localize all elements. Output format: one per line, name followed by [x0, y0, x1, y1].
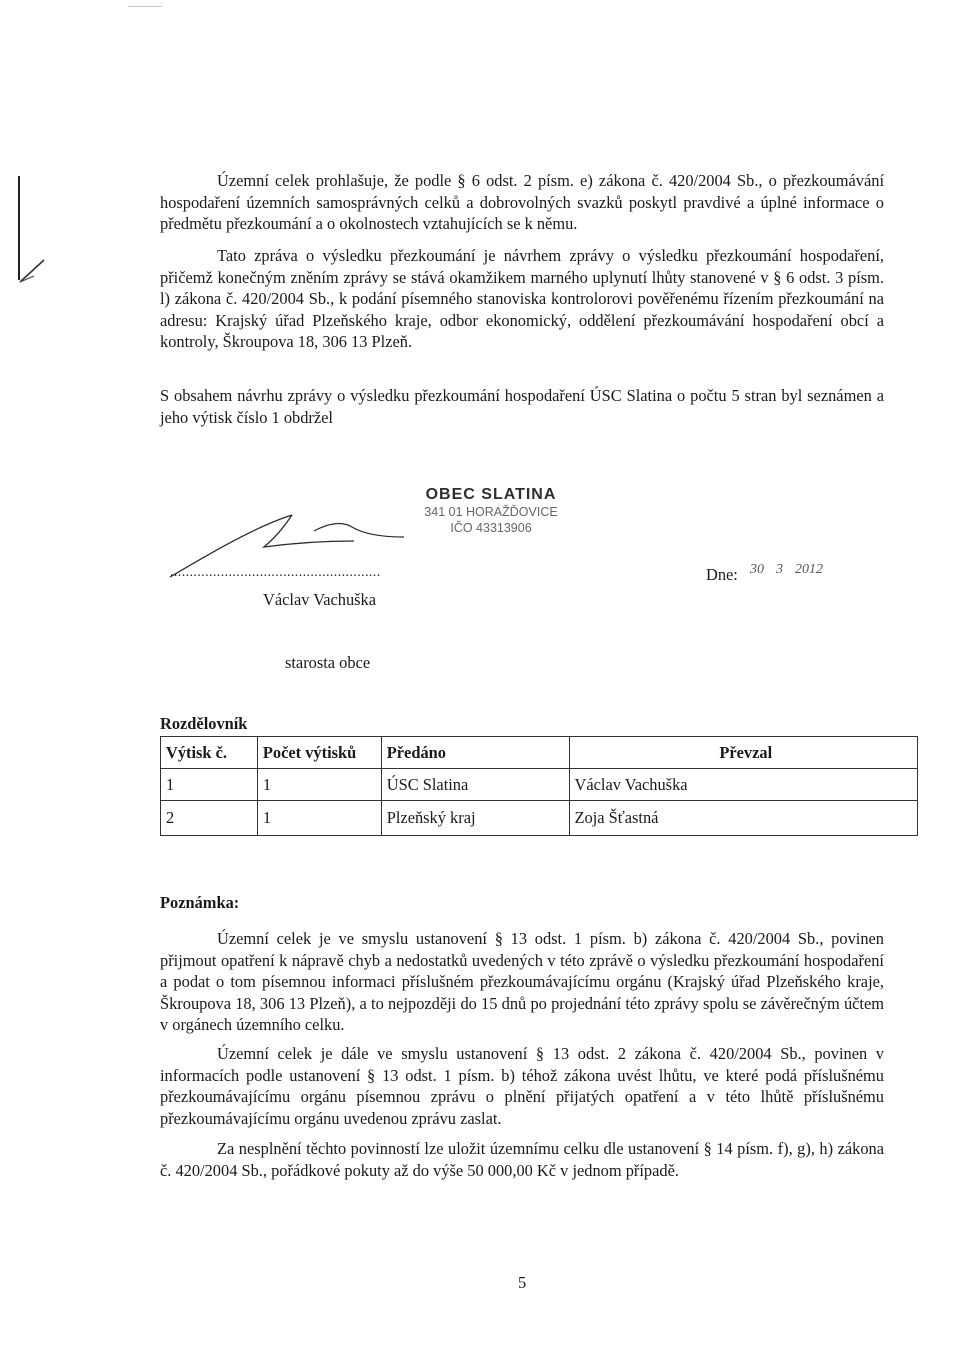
table-header-row — [161, 737, 918, 769]
stamp-ico: IČO 43313906 — [450, 521, 532, 535]
distribution-heading: Rozdělovník — [160, 714, 248, 733]
table-cell: Plzeňský kraj — [381, 801, 569, 836]
table-cell: 2 — [161, 801, 258, 836]
note-paragraph-3: Za nesplnění těchto povinností lze uložit územnímu celku dle ustanovení § 14 písm. f), g), h) zákona č. 420/2004 Sb., pořádkové pokuty až do výše 50 000,00 Kč v jednom případě. — [160, 1139, 884, 1180]
column-header-copy-count: Počet výtisků — [257, 737, 381, 769]
column-header-received-by: Převzal — [569, 737, 917, 769]
signature-line: ...................................................... — [170, 565, 381, 580]
column-header-copy-number: Výtisk č. — [161, 737, 258, 769]
column-header-handed-over: Předáno — [381, 737, 569, 769]
note-paragraph-1: Územní celek je ve smyslu ustanovení § 13 odst. 1 písm. b) zákona č. 420/2004 Sb., povinen přijmout opatření k nápravě chyb a nedostatků uvedených v této zprávě o výsledku přezkoumání hospodaření a podat o tom písemnou informaci příslušném přezkoumávajícímu orgánu (Krajský úřad Plzeňského kraje, Škroupova 18, 306 13 Plzeň), a to nejpozději do 15 dnů po projednání této zprávy spolu se závěrečným účtem v orgánech územního celku. — [160, 929, 884, 1034]
acknowledgement-paragraph: S obsahem návrhu zprávy o výsledku přezkoumání hospodaření ÚSC Slatina o počtu 5 stran byl seznámen a jeho výtisk číslo 1 obdržel — [160, 386, 884, 427]
scan-artifact-tick — [8, 250, 48, 286]
date-month: 3 — [776, 562, 783, 577]
declaration-paragraph: Územní celek prohlašuje, že podle § 6 odst. 2 písm. e) zákona č. 420/2004 Sb., o přezkoumávání hospodaření územních samosprávných celků a dobrovolných svazků poskytl pravdivé a úplné informace o předmětu přezkoumání a o okolnostech vztahujících se k němu. — [160, 171, 884, 233]
table-row — [161, 769, 918, 801]
note-paragraph-2: Územní celek je dále ve smyslu ustanovení § 13 odst. 2 zákona č. 420/2004 Sb., povinen v informacích podle ustanovení § 13 odst. 1 písm. b) téhož zákona uvést lhůtu, ve které podá příslušnému přezkoumávajícímu orgánu písemnou zprávu o plnění přijatých opatření a v této lhůtě příslušnému přezkoumávajícímu orgánu uvedenou zprávu zaslat. — [160, 1044, 884, 1128]
table-row — [161, 801, 918, 836]
draft-report-paragraph: Tato zpráva o výsledku přezkoumání je návrhem zprávy o výsledku přezkoumání hospodaření, přičemž konečným zněním zprávy se stává okamžikem marného uplynutí lhůty stanovené v § 6 odst. 3 písm. l) zákona č. 420/2004 Sb., k podání písemného stanoviska kontrolorovi pověřenému řízením přezkoumání na adresu: Krajský úřad Plzeňského kraje, odbor ekonomický, oddělení přezkoumávání hospodaření obcí a kontroly, Škroupova 18, 306 13 Plzeň. — [160, 246, 884, 351]
page-number: 5 — [518, 1273, 527, 1292]
table-cell: 1 — [257, 801, 381, 836]
date-year: 2012 — [795, 562, 823, 577]
date-day: 30 — [750, 562, 764, 577]
handwritten-date — [750, 562, 835, 578]
table-cell: Zoja Šťastná — [569, 801, 917, 836]
stamp-title: OBEC SLATINA — [425, 486, 557, 503]
table-cell: ÚSC Slatina — [381, 769, 569, 801]
scan-artifact-top — [128, 6, 162, 7]
table-cell: 1 — [257, 769, 381, 801]
signer-name: Václav Vachuška — [263, 590, 377, 609]
table-cell: Václav Vachuška — [569, 769, 917, 801]
signer-role: starosta obce — [285, 653, 371, 672]
stamp-address: 341 01 HORAŽĎOVICE — [424, 505, 558, 519]
distribution-table — [160, 736, 918, 836]
note-heading: Poznámka: — [160, 893, 240, 912]
table-cell: 1 — [161, 769, 258, 801]
date-label: Dne: — [706, 565, 738, 584]
